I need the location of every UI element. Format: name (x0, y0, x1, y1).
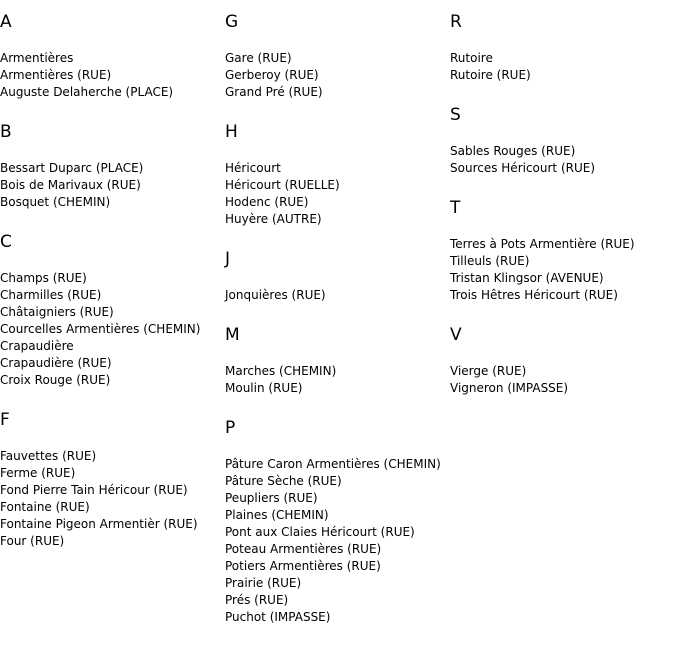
letter-section (0, 410, 225, 550)
street-item[interactable]: Bois de Marivaux (RUE) (0, 178, 141, 192)
street-item[interactable]: Vigneron (IMPASSE) (450, 381, 569, 395)
section-letter-heading: M (225, 325, 240, 345)
street-item[interactable]: Pâture Sèche (RUE) (225, 474, 342, 488)
street-list (225, 160, 450, 228)
section-letter-heading: F (0, 410, 10, 430)
section-letter-heading: J (225, 249, 231, 269)
street-item[interactable]: Four (RUE) (0, 534, 65, 548)
street-item[interactable]: Châtaigniers (RUE) (0, 305, 114, 319)
street-item[interactable]: Crapaudière (0, 339, 74, 353)
street-index-column (0, 0, 225, 571)
street-item[interactable]: Prairie (RUE) (225, 576, 302, 590)
street-item[interactable]: Bessart Duparc (PLACE) (0, 161, 144, 175)
letter-section (225, 249, 450, 304)
section-letter-heading: G (225, 12, 239, 32)
letter-section (450, 12, 675, 84)
street-item[interactable]: Vierge (RUE) (450, 364, 527, 378)
street-item[interactable]: Croix Rouge (RUE) (0, 373, 111, 387)
section-letter-heading: S (450, 105, 461, 125)
street-item[interactable]: Rutoire (RUE) (450, 68, 531, 82)
street-item[interactable]: Moulin (RUE) (225, 381, 303, 395)
street-item[interactable]: Prés (RUE) (225, 593, 289, 607)
section-letter-heading: B (0, 122, 12, 142)
street-item[interactable]: Fontaine Pigeon Armentièr (RUE) (0, 517, 198, 531)
street-item[interactable]: Gare (RUE) (225, 51, 292, 65)
street-item[interactable]: Gerberoy (RUE) (225, 68, 319, 82)
letter-section (225, 325, 450, 397)
street-list (0, 50, 225, 101)
street-item[interactable]: Marches (CHEMIN) (225, 364, 337, 378)
letter-section (0, 232, 225, 389)
street-item[interactable]: Hodenc (RUE) (225, 195, 309, 209)
street-item[interactable]: Courcelles Armentières (CHEMIN) (0, 322, 201, 336)
street-item[interactable]: Huyère (AUTRE) (225, 212, 322, 226)
street-item[interactable]: Rutoire (450, 51, 493, 65)
street-item[interactable]: Potiers Armentières (RUE) (225, 559, 381, 573)
street-list (225, 456, 450, 626)
letter-section (0, 122, 225, 211)
section-letter-heading: A (0, 12, 12, 32)
street-list (0, 448, 225, 550)
street-index-column (225, 0, 450, 647)
street-item[interactable]: Crapaudière (RUE) (0, 356, 112, 370)
street-item[interactable]: Plaines (CHEMIN) (225, 508, 329, 522)
street-item[interactable]: Pont aux Claies Héricourt (RUE) (225, 525, 415, 539)
street-item[interactable]: Puchot (IMPASSE) (225, 610, 331, 624)
street-list (450, 143, 675, 177)
street-list (225, 287, 450, 304)
street-item[interactable]: Tristan Klingsor (AVENUE) (450, 271, 604, 285)
street-list (450, 363, 675, 397)
letter-section (450, 105, 675, 177)
street-item[interactable]: Fontaine (RUE) (0, 500, 90, 514)
street-item[interactable]: Bosquet (CHEMIN) (0, 195, 111, 209)
section-letter-heading: T (450, 198, 461, 218)
section-letter-heading: C (0, 232, 12, 252)
letter-section (450, 198, 675, 304)
street-list (450, 50, 675, 84)
street-item[interactable]: Fond Pierre Tain Héricour (RUE) (0, 483, 188, 497)
street-item[interactable]: Sources Héricourt (RUE) (450, 161, 596, 175)
street-item[interactable]: Trois Hêtres Héricourt (RUE) (450, 288, 618, 302)
street-item[interactable]: Charmilles (RUE) (0, 288, 102, 302)
street-item[interactable]: Peupliers (RUE) (225, 491, 318, 505)
section-letter-heading: R (450, 12, 462, 32)
street-item[interactable]: Héricourt (RUELLE) (225, 178, 340, 192)
letter-section (225, 122, 450, 228)
letter-section (225, 12, 450, 101)
street-item[interactable]: Sables Rouges (RUE) (450, 144, 576, 158)
street-item[interactable]: Armentières (RUE) (0, 68, 112, 82)
street-item[interactable]: Pâture Caron Armentières (CHEMIN) (225, 457, 441, 471)
letter-section (450, 325, 675, 397)
section-letter-heading: P (225, 418, 236, 438)
street-item[interactable]: Terres à Pots Armentière (RUE) (450, 237, 635, 251)
street-list (0, 270, 225, 389)
street-item[interactable]: Champs (RUE) (0, 271, 87, 285)
street-item[interactable]: Ferme (RUE) (0, 466, 76, 480)
street-item[interactable]: Auguste Delaherche (PLACE) (0, 85, 174, 99)
street-item[interactable]: Tilleuls (RUE) (450, 254, 530, 268)
letter-section (225, 418, 450, 626)
street-item[interactable]: Grand Pré (RUE) (225, 85, 323, 99)
street-list (450, 236, 675, 304)
street-list (225, 363, 450, 397)
section-letter-heading: V (450, 325, 462, 345)
street-list (0, 160, 225, 211)
section-letter-heading: H (225, 122, 238, 142)
street-index-column (450, 0, 675, 418)
street-item[interactable]: Jonquières (RUE) (225, 288, 326, 302)
street-item[interactable]: Poteau Armentières (RUE) (225, 542, 382, 556)
street-list (225, 50, 450, 101)
street-item[interactable]: Armentières (0, 51, 74, 65)
letter-section (0, 12, 225, 101)
street-item[interactable]: Fauvettes (RUE) (0, 449, 97, 463)
street-item[interactable]: Héricourt (225, 161, 281, 175)
